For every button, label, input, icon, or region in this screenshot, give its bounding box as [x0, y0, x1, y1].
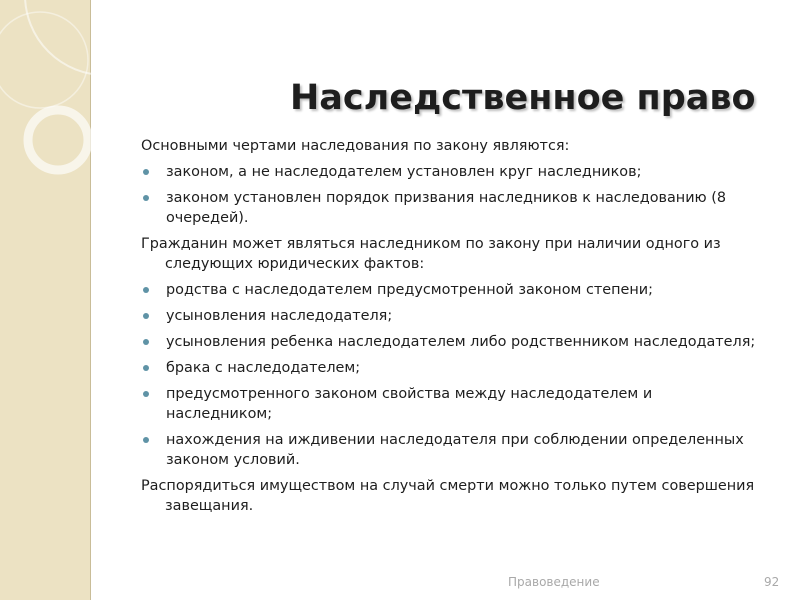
list-item: усыновления ребенка наследодателем либо родственником наследодателя;: [141, 332, 761, 352]
closing-text: Распорядиться имуществом на случай смерти можно только путем совершения завещания.: [141, 478, 755, 514]
intro-text: Основными чертами наследования по закону являются:: [141, 138, 570, 154]
slide-title: Наследственное право: [290, 78, 756, 118]
list-item: брака с наследодателем;: [141, 358, 761, 378]
footer-label: Правоведение: [508, 575, 600, 589]
page-number: 92: [764, 575, 780, 589]
list-item: законом установлен порядок призвания наследников к наследованию (8 очередей).: [141, 188, 761, 228]
list-item: усыновления наследодателя;: [141, 306, 761, 326]
list-item: законом, а не наследодателем установлен круг наследников;: [141, 162, 761, 182]
circle-ornament-icon: [0, 0, 120, 220]
list-item: родства с наследодателем предусмотренной законом степени;: [141, 280, 761, 300]
slide-body: [141, 136, 761, 516]
list-item: нахождения на иждивении наследодателя при соблюдении определенных законом условий.: [141, 430, 761, 470]
intro-text: Гражданин может являться наследником по закону при наличии одного из следующих юридических фактов:: [141, 236, 721, 272]
list-item: предусмотренного законом свойства между наследодателем и наследником;: [141, 384, 761, 424]
